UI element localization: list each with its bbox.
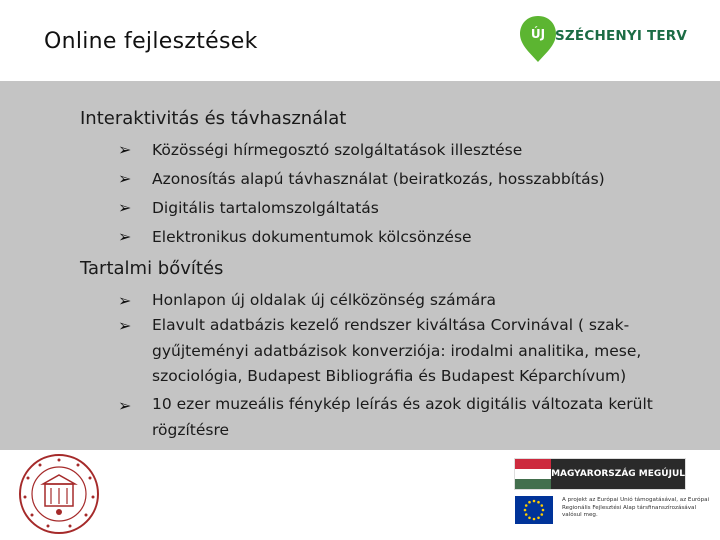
list-item: Digitális tartalomszolgáltatás — [152, 199, 379, 217]
szechenyi-terv-logo — [518, 14, 708, 64]
bullet-icon: ➢ — [118, 316, 132, 335]
magyarorszag-megujul-banner — [515, 459, 685, 489]
banner-text: MAGYARORSZÁG MEGÚJUL — [551, 459, 685, 489]
bullet-icon: ➢ — [118, 198, 132, 217]
list-item: Közösségi hírmegosztó szolgáltatások illesztése — [152, 141, 523, 159]
list-item: Elavult adatbázis kezelő rendszer kiváltása Corvinával ( szak-gyűjteményi adatbázisok konverziója: irodalmi analitika, mese, szociológia, Budapest Bibliográfia és Budapest Képarchívum) — [152, 316, 642, 385]
bullet-icon: ➢ — [118, 396, 132, 415]
location-pin-icon — [518, 14, 558, 64]
bullet-icon: ➢ — [118, 140, 132, 159]
section-title: Tartalmi bővítés — [80, 258, 224, 279]
eu-funding-note: A projekt az Európai Unió támogatásával, az Európai Regionális Fejlesztési Alap társfinanszírozásával valósul meg. — [562, 497, 710, 518]
logo-text: SZÉCHENYI TERV — [555, 28, 688, 44]
hungarian-flag-icon — [515, 459, 551, 489]
library-seal-logo — [18, 453, 100, 535]
slide-header — [0, 0, 720, 80]
section-title: Interaktivitás és távhasználat — [80, 108, 347, 129]
bullet-icon: ➢ — [118, 169, 132, 188]
bullet-icon: ➢ — [118, 291, 132, 310]
list-item: 10 ezer muzeális fénykép leírás és azok digitális változata került rögzítésre — [152, 395, 653, 439]
list-item: Elektronikus dokumentumok kölcsönzése — [152, 228, 472, 246]
logo-badge-text: ÚJ — [530, 27, 546, 41]
page-title: Online fejlesztések — [44, 29, 258, 54]
eu-flag-icon — [515, 496, 553, 524]
list-item: Honlapon új oldalak új célközönség számára — [152, 291, 497, 309]
list-item: Azonosítás alapú távhasználat (beiratkozás, hosszabbítás) — [152, 170, 605, 188]
bullet-icon: ➢ — [118, 227, 132, 246]
